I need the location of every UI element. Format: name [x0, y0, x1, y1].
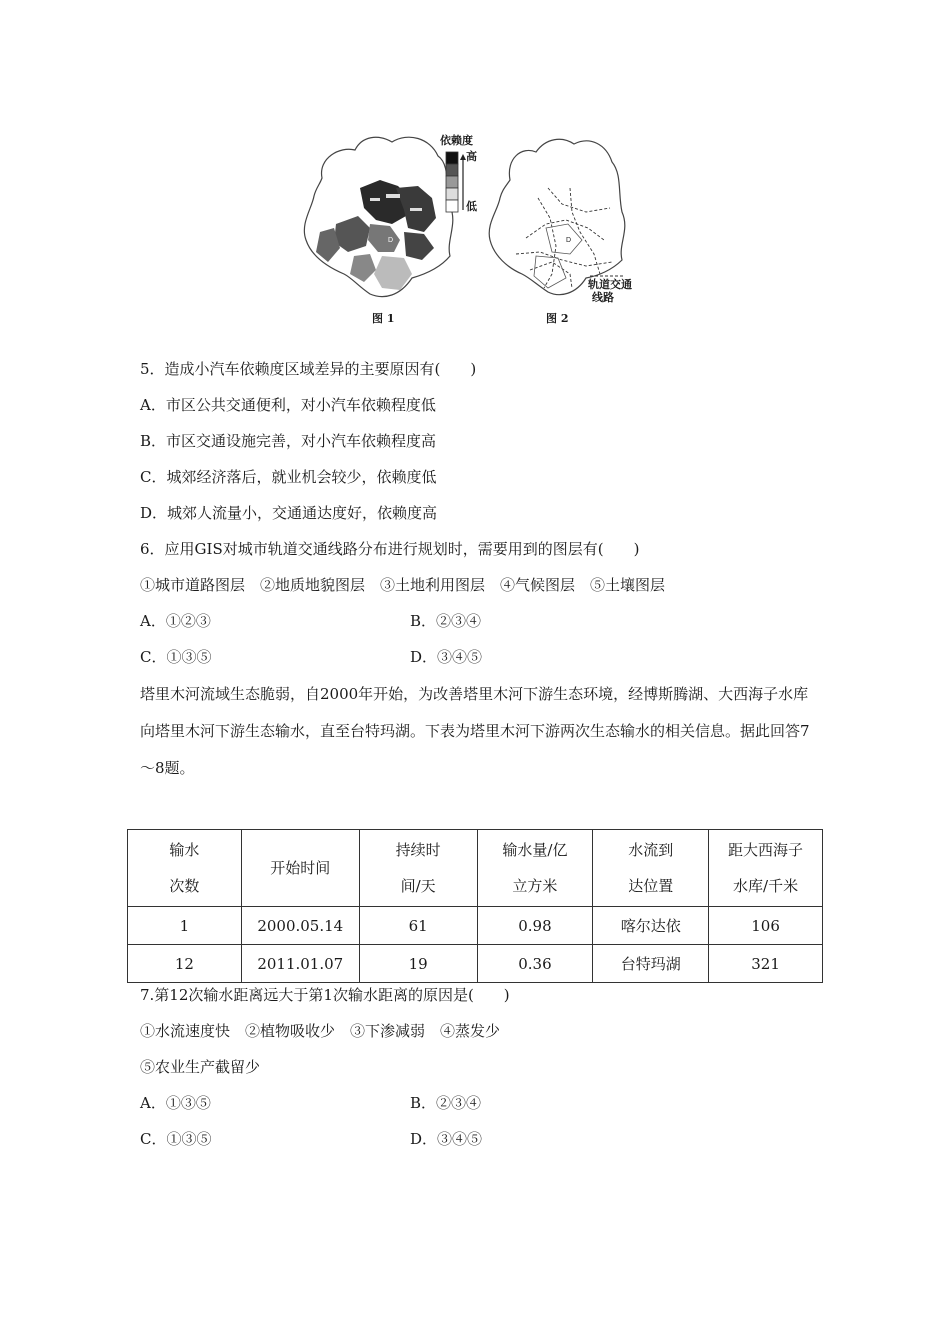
table-cell: 台特玛湖: [593, 945, 709, 983]
q6-items: ①城市道路图层 ②地质地貌图层 ③土地利用图层 ④气候图层 ⑤土壤图层: [140, 576, 666, 594]
map1-label-d: D: [388, 237, 394, 244]
q7-option-c: C．①③⑤: [140, 1130, 212, 1148]
q5-option-a: A．市区公共交通便利，对小汽车依赖程度低: [140, 396, 436, 414]
q7-option-a: A．①③⑤: [140, 1094, 211, 1112]
table-cell: 12: [128, 945, 242, 983]
q7-stem: 7.第12次输水距离远大于第1次输水距离的原因是( ): [140, 986, 510, 1004]
q6-stem: 6．应用GIS对城市轨道交通线路分布进行规划时，需要用到的图层有( ): [140, 540, 640, 558]
legend-high: 高: [466, 150, 477, 163]
header-cell-start: 开始时间: [241, 830, 359, 907]
q7-option-b: B．②③④: [410, 1094, 482, 1112]
table-cell: 2000.05.14: [241, 907, 359, 945]
table-row: [128, 945, 823, 983]
table-cell: 喀尔达依: [593, 907, 709, 945]
q5-option-d: D．城郊人流量小，交通通达度好，依赖度高: [140, 504, 438, 522]
map2-label-d: D: [566, 237, 572, 244]
q6-option-d: D．③④⑤: [410, 648, 483, 666]
rail-legend-line1: 轨道交通: [588, 278, 632, 291]
table-cell: 61: [359, 907, 477, 945]
legend-title: 依赖度: [440, 134, 473, 147]
q6-option-a: A．①②③: [140, 612, 211, 630]
fig1-caption: 图 1: [372, 312, 395, 325]
fig2-caption: 图 2: [546, 312, 569, 325]
q5-option-b: B．市区交通设施完善，对小汽车依赖程度高: [140, 432, 437, 450]
table-cell: 1: [128, 907, 242, 945]
q5-option-c: C．城郊经济落后，就业机会较少，依赖度低: [140, 468, 437, 486]
q7-items-2: ⑤农业生产截留少: [140, 1058, 261, 1076]
q7-option-d: D．③④⑤: [410, 1130, 483, 1148]
map2-outline: [489, 139, 625, 294]
q6-option-c: C．①③⑤: [140, 648, 212, 666]
q6-option-b: B．②③④: [410, 612, 482, 630]
table-cell: 2011.01.07: [241, 945, 359, 983]
table-row: [128, 907, 823, 945]
table-cell: 106: [709, 907, 823, 945]
header-cell-volume: 输水量/亿 立方米: [477, 830, 593, 907]
header-cell-count: 输水 次数: [128, 830, 242, 907]
header-cell-distance: 距大西海子 水库/千米: [709, 830, 823, 907]
water-transfer-table: [127, 829, 823, 983]
passage-text: 塔里木河流域生态脆弱，自2000年开始，为改善塔里木河下游生态环境，经博斯腾湖、大西海子水库向塔里木河下游生态输水，直至台特玛湖。下表为塔里木河下游两次生态输水的相关信息。据此回答7～8题。: [140, 685, 810, 777]
rail-legend-line2: 线路: [592, 291, 614, 304]
figure-maps: [300, 128, 660, 328]
legend-low: 低: [466, 200, 477, 213]
header-cell-duration: 持续时 间/天: [359, 830, 477, 907]
q5-stem: 5．造成小汽车依赖度区域差异的主要原因有( ): [140, 360, 477, 378]
header-cell-reach: 水流到 达位置: [593, 830, 709, 907]
table-cell: 321: [709, 945, 823, 983]
table-header-row: [128, 830, 823, 907]
table-cell: 0.98: [477, 907, 593, 945]
table-cell: 0.36: [477, 945, 593, 983]
table-cell: 19: [359, 945, 477, 983]
dependency-legend-bar: [446, 152, 466, 212]
q7-items-1: ①水流速度快 ②植物吸收少 ③下渗减弱 ④蒸发少: [140, 1022, 501, 1040]
